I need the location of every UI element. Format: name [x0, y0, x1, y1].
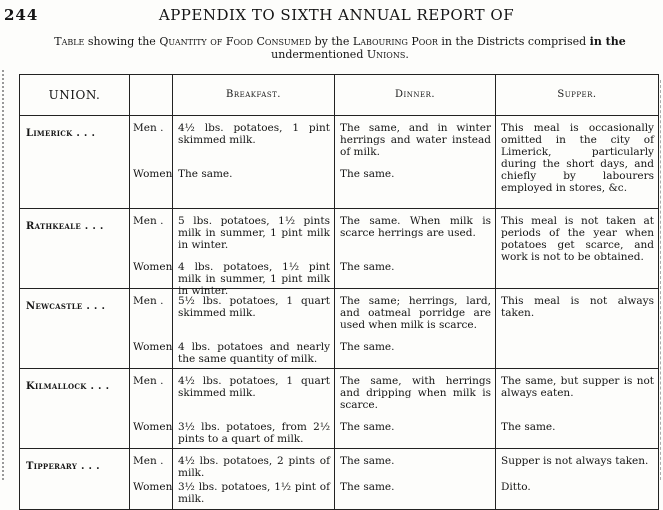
- gender-women: Women: [133, 261, 173, 273]
- dinner-cell: [335, 116, 496, 209]
- breakfast-men: 4½ lbs. potatoes, 1 quart skimmed milk.: [178, 375, 330, 399]
- caption-text: Unions.: [366, 48, 409, 61]
- gender-women: Women: [133, 168, 173, 180]
- gender-women: Women: [133, 341, 173, 353]
- supper-men: The same, but supper is not always eaten.: [501, 375, 654, 399]
- table-row: [20, 369, 659, 449]
- caption-text: Quantity of Food Consumed: [159, 35, 312, 48]
- breakfast-cell: [173, 369, 335, 449]
- table-row: [20, 449, 659, 510]
- page-number: 244: [4, 6, 39, 24]
- page-edge-marks: [2, 70, 10, 480]
- column-header-gender: [130, 75, 173, 116]
- breakfast-women: 4 lbs. potatoes, 1½ pint milk in summer, 1 pint milk in winter.: [178, 261, 330, 297]
- gender-cell: [130, 449, 173, 510]
- gender-cell: [130, 116, 173, 209]
- union-cell: [20, 116, 130, 209]
- breakfast-cell: [173, 289, 335, 369]
- caption-lead: Table: [54, 35, 85, 48]
- column-header-breakfast: Breakfast.: [173, 75, 335, 116]
- breakfast-cell: [173, 449, 335, 510]
- dinner-men: The same; herrings, lard, and oatmeal porridge are used when milk is scarce.: [340, 295, 491, 331]
- union-cell: [20, 289, 130, 369]
- food-table: [19, 74, 659, 510]
- union-name: Newcastle: [26, 301, 83, 312]
- table-caption: [30, 35, 650, 61]
- union-name: Rathkeale: [26, 221, 81, 232]
- gender-cell: [130, 369, 173, 449]
- table-row: [20, 209, 659, 289]
- dinner-cell: [335, 449, 496, 510]
- dinner-men: The same. When milk is scarce herrings are used.: [340, 215, 491, 239]
- column-header-union: UNION.: [20, 75, 130, 116]
- caption-text: by the: [311, 35, 353, 48]
- breakfast-men: 5 lbs. potatoes, 1½ pints milk in summer, 1 pint milk in winter.: [178, 215, 330, 251]
- caption-text: in the Districts comprised: [437, 35, 590, 48]
- gender-cell: [130, 209, 173, 289]
- breakfast-men: 5½ lbs. potatoes, 1 quart skimmed milk.: [178, 295, 330, 319]
- gender-men: Men .: [133, 375, 164, 387]
- dinner-men: The same.: [340, 455, 395, 467]
- breakfast-women: The same.: [178, 168, 233, 180]
- gender-cell: [130, 289, 173, 369]
- breakfast-men: 4½ lbs. potatoes, 1 pint skimmed milk.: [178, 122, 330, 146]
- page-edge-right: [660, 80, 661, 480]
- supper-men: Supper is not always taken.: [501, 455, 649, 467]
- union-name: Limerick: [26, 128, 73, 139]
- supper-cell: [496, 289, 659, 369]
- dinner-men: The same, with herrings and dripping when milk is scarce.: [340, 375, 491, 411]
- dinner-women: The same.: [340, 261, 395, 273]
- column-header-dinner: Dinner.: [335, 75, 496, 116]
- gender-men: Men .: [133, 455, 164, 467]
- leader-dots: . . .: [86, 301, 106, 312]
- supper-cell: [496, 449, 659, 510]
- supper-women: [496, 267, 658, 277]
- supper-cell: [496, 209, 659, 289]
- supper-men: This meal is not taken at periods of the year when potatoes get scarce, and work is not to be obtained.: [501, 215, 654, 263]
- breakfast-cell: [173, 209, 335, 297]
- dinner-cell: [335, 289, 496, 369]
- breakfast-men: 4½ lbs. potatoes, 2 pints of milk.: [178, 455, 330, 479]
- breakfast-women: 3½ lbs. potatoes, from 2½ pints to a quart of milk.: [178, 421, 330, 445]
- supper-women: Ditto.: [501, 481, 531, 493]
- caption-text: Labouring Poor: [352, 35, 438, 48]
- dinner-men: The same, and in winter herrings and water instead of milk.: [340, 122, 491, 158]
- caption-text: in the: [589, 35, 626, 48]
- breakfast-women: 3½ lbs. potatoes, 1½ pint of milk.: [178, 481, 330, 505]
- dinner-women: The same.: [340, 421, 395, 433]
- supper-cell: [496, 369, 659, 449]
- gender-men: Men .: [133, 295, 164, 307]
- union-cell: [20, 209, 130, 289]
- breakfast-cell: [173, 116, 335, 209]
- leader-dots: . . .: [76, 128, 96, 139]
- union-name: Tipperary: [26, 461, 78, 472]
- running-header: APPENDIX TO SIXTH ANNUAL REPORT OF: [158, 6, 515, 24]
- gender-women: Women: [133, 421, 173, 433]
- dinner-women: The same.: [340, 341, 395, 353]
- table-header-row: [20, 75, 659, 116]
- gender-women: Women: [133, 481, 173, 493]
- leader-dots: . . .: [80, 461, 100, 472]
- supper-men: This meal is occasionally omitted in the city of Limerick, particularly during the short days, and chiefly by labourers employed in stores, &c.: [501, 122, 654, 194]
- table-row: [20, 289, 659, 369]
- supper-cell: [496, 116, 659, 209]
- supper-women: The same.: [501, 421, 556, 433]
- gender-men: Men .: [133, 215, 164, 227]
- breakfast-women: 4 lbs. potatoes and nearly the same quantity of milk.: [178, 341, 330, 365]
- supper-women: [496, 323, 658, 333]
- supper-men: This meal is not always taken.: [501, 295, 654, 319]
- leader-dots: . . .: [90, 381, 110, 392]
- dinner-women: The same.: [340, 481, 395, 493]
- leader-dots: . . .: [84, 221, 104, 232]
- gender-men: Men .: [133, 122, 164, 134]
- supper-women: [496, 198, 658, 208]
- dinner-women: The same.: [340, 168, 395, 180]
- table-row: [20, 116, 659, 209]
- caption-text: undermentioned: [271, 48, 364, 61]
- caption-text: showing the: [84, 35, 160, 48]
- dinner-cell: [335, 369, 496, 449]
- union-cell: [20, 369, 130, 449]
- union-cell: [20, 449, 130, 510]
- union-name: Kilmallock: [26, 381, 87, 392]
- column-header-supper: Supper.: [496, 75, 659, 116]
- dinner-cell: [335, 209, 496, 289]
